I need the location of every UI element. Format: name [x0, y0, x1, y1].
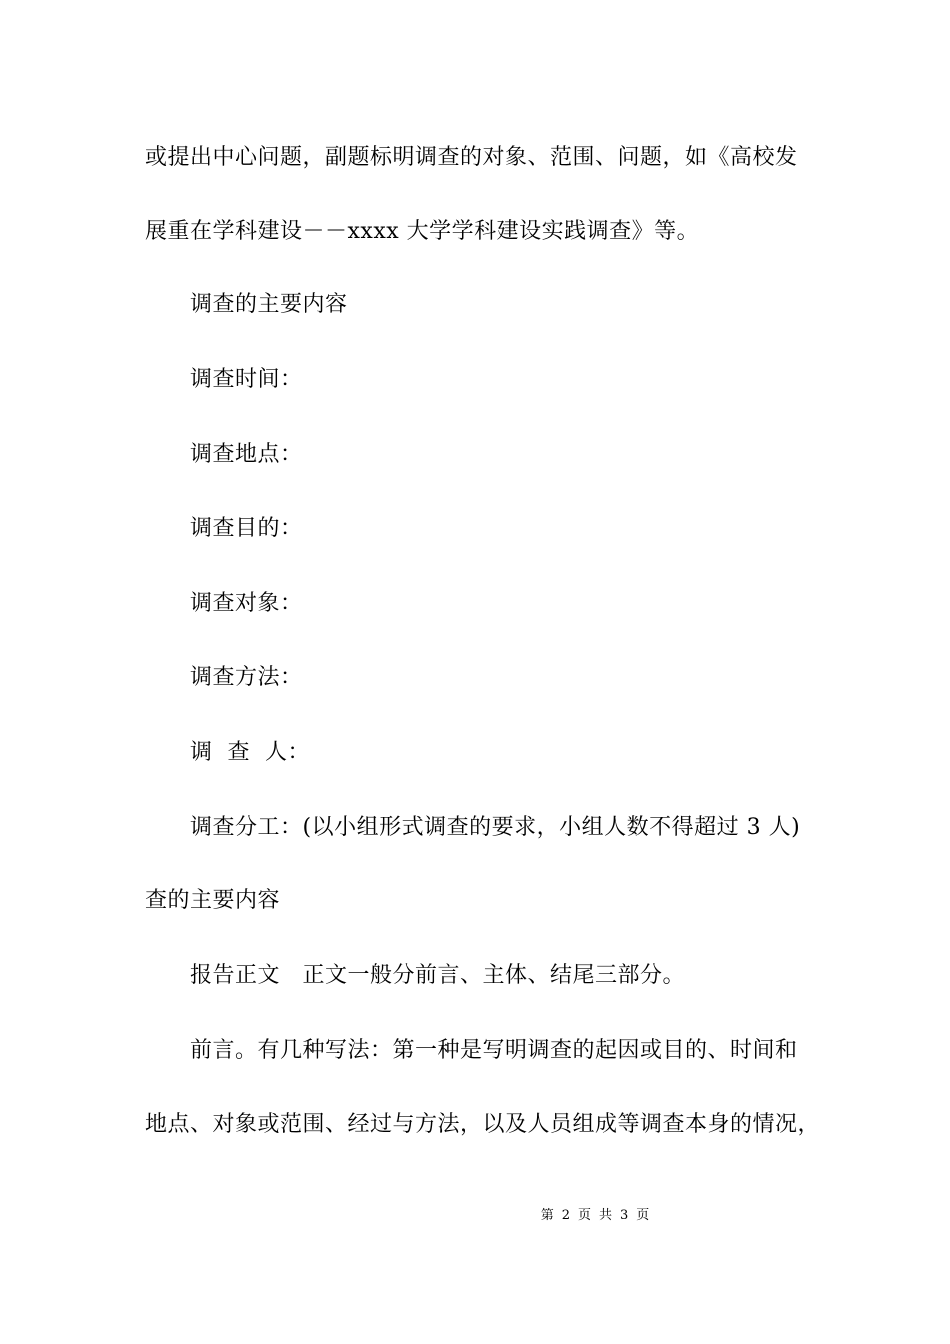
- paragraph-line: 前言。有几种写法：第一种是写明调查的起因或目的、时间和: [190, 1038, 798, 1063]
- footer-page-word: 页: [577, 1208, 591, 1223]
- footer-suffix: 页: [636, 1208, 650, 1223]
- paragraph-line: 展重在学科建设－－xxxx 大学学科建设实践调查》等。: [145, 219, 700, 244]
- footer-total-word: 共: [599, 1208, 613, 1223]
- footer-total-pages: 3: [620, 1208, 629, 1223]
- field-label-purpose: 调查目的：: [190, 516, 303, 541]
- paragraph-line: 报告正文 正文一般分前言、主体、结尾三部分。: [190, 963, 686, 988]
- section-heading: 调查的主要内容: [190, 292, 348, 317]
- footer-current-page: 2: [561, 1208, 570, 1223]
- field-label-location: 调查地点：: [190, 442, 303, 467]
- field-label-subject: 调查对象：: [190, 591, 303, 616]
- paragraph-line: 地点、对象或范围、经过与方法，以及人员组成等调查本身的情况，: [145, 1112, 821, 1137]
- paragraph-line: 或提出中心问题，副题标明调查的对象、范围、问题，如《高校发: [145, 145, 798, 170]
- field-label-time: 调查时间：: [190, 367, 303, 392]
- field-label-investigator: 调 查 人：: [190, 740, 310, 765]
- field-label-method: 调查方法：: [190, 665, 303, 690]
- field-label-division: 调查分工：(以小组形式调查的要求，小组人数不得超过 3 人): [190, 815, 801, 840]
- paragraph-line: 查的主要内容: [145, 888, 281, 913]
- footer-prefix: 第: [540, 1208, 554, 1223]
- page-footer: [0, 1207, 950, 1225]
